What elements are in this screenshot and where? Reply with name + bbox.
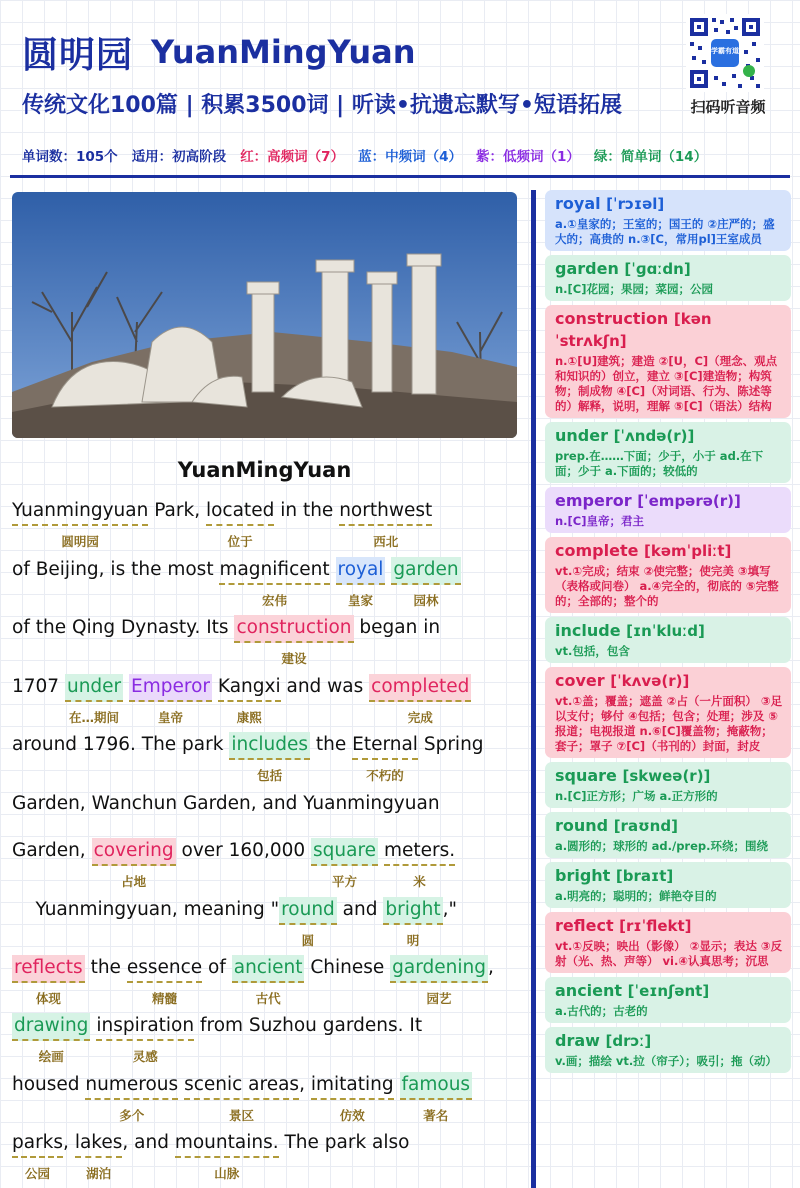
card-definition: a.明亮的；聪明的；鲜艳夺目的 bbox=[555, 889, 717, 903]
vocab-word[interactable] bbox=[184, 1072, 300, 1123]
article-line bbox=[12, 1072, 532, 1123]
word-gloss: 景区 bbox=[229, 1108, 255, 1123]
vocab-card-square[interactable] bbox=[545, 762, 791, 808]
card-word: garden bbox=[555, 259, 619, 278]
plain-text: from Suzhou gardens. It bbox=[194, 1015, 423, 1036]
card-headword bbox=[555, 540, 783, 562]
word-gloss: 包括 bbox=[257, 768, 283, 783]
word-text: Yuanmingyuan bbox=[12, 500, 149, 521]
vocab-word[interactable] bbox=[74, 1130, 123, 1181]
card-definition: n.[C]正方形；广场 a.正方形的 bbox=[555, 789, 718, 803]
card-definition: v.画；描绘 vt.拉（帘子）；吸引；拖（动） bbox=[555, 1054, 778, 1068]
plain-text: of the Qing Dynasty. Its bbox=[12, 617, 235, 638]
plain-text: housed bbox=[12, 1074, 86, 1095]
word-text: mountains. bbox=[174, 1132, 279, 1153]
word-text: essence bbox=[126, 957, 203, 978]
vocab-word[interactable] bbox=[219, 557, 330, 608]
plain-text: , and bbox=[122, 1132, 175, 1153]
word-gloss: 平方 bbox=[332, 874, 358, 889]
word-text: drawing bbox=[14, 1015, 89, 1036]
card-word: construction bbox=[555, 309, 669, 328]
vocab-card-ancient[interactable] bbox=[545, 977, 791, 1023]
vocab-word[interactable] bbox=[391, 557, 460, 608]
word-gloss: 绘画 bbox=[38, 1049, 64, 1064]
word-gloss: 不朽的 bbox=[366, 768, 404, 783]
legend-red: 红：高频词（7） bbox=[240, 149, 345, 165]
word-text: gardening bbox=[392, 957, 486, 978]
word-text: lakes bbox=[74, 1132, 123, 1153]
card-definition: a.圆形的；球形的 ad./prep.环绕；围绕 bbox=[555, 839, 768, 853]
word-gloss: 体现 bbox=[35, 991, 61, 1006]
word-gloss: 多个 bbox=[119, 1108, 145, 1123]
qr-caption: 扫码听音频 bbox=[690, 98, 766, 116]
plain-text: The park also bbox=[278, 1132, 410, 1153]
plain-text: , bbox=[487, 957, 494, 978]
vocab-word[interactable] bbox=[336, 557, 386, 608]
word-gloss: 灵感 bbox=[132, 1049, 158, 1064]
card-headword bbox=[555, 193, 783, 215]
vocab-card-round[interactable] bbox=[545, 812, 791, 858]
article-line bbox=[12, 838, 532, 889]
vocab-word[interactable] bbox=[126, 955, 203, 1006]
card-definition: prep.在……下面；少于，小于 ad.在下面；少于 a.下面的；较低的 bbox=[555, 449, 764, 478]
vocab-word[interactable] bbox=[65, 674, 123, 725]
word-gloss: 位于 bbox=[227, 534, 253, 549]
vocab-word[interactable] bbox=[279, 897, 337, 948]
plain-text: Spring bbox=[417, 734, 484, 755]
vocab-card-royal[interactable] bbox=[545, 190, 791, 251]
word-text: located bbox=[205, 500, 275, 521]
card-phonetic: [ˈempərə(r)] bbox=[637, 492, 741, 510]
plain-text: and was bbox=[280, 676, 370, 697]
card-headword bbox=[555, 765, 783, 787]
vocab-word[interactable] bbox=[232, 955, 305, 1006]
card-phonetic: [ˈkʌvə(r)] bbox=[610, 672, 690, 690]
word-text: square bbox=[313, 840, 377, 861]
word-gloss: 皇帝 bbox=[158, 710, 184, 725]
word-text: northwest bbox=[339, 500, 433, 521]
page-title bbox=[22, 28, 416, 76]
article-line bbox=[12, 498, 532, 549]
word-text: inspiration bbox=[96, 1015, 195, 1036]
vocab-card-list bbox=[545, 190, 791, 1077]
title-english: YuanMingYuan bbox=[151, 33, 416, 71]
card-word: cover bbox=[555, 671, 605, 690]
plain-text: ," bbox=[442, 899, 457, 920]
plain-text: Garden, bbox=[12, 840, 92, 861]
card-phonetic: [skweə(r)] bbox=[622, 767, 711, 785]
card-word: ancient bbox=[555, 981, 623, 1000]
plain-text: Yuanmingyuan, meaning " bbox=[12, 899, 280, 920]
card-headword bbox=[555, 620, 783, 642]
vocab-word[interactable] bbox=[369, 674, 471, 725]
word-text: parks bbox=[12, 1132, 64, 1153]
card-phonetic: [raʊnd] bbox=[613, 817, 678, 835]
vocab-card-garden[interactable] bbox=[545, 255, 791, 301]
plain-text: 1707 bbox=[12, 676, 65, 697]
card-phonetic: [rɪˈflekt] bbox=[619, 917, 692, 935]
vocab-word[interactable] bbox=[85, 1072, 179, 1123]
card-definition: n.[C]皇帝；君主 bbox=[555, 514, 645, 528]
card-definition: vt.①盖；覆盖；遮盖 ②占（一片面积） ③足以支付；够付 ④包括；包含；处理；涉及 ⑤报道；电视报道 n.⑥[C]覆盖物；掩蔽物；套子；罩子 ⑦[C]（书刊的）封面，封皮 bbox=[555, 694, 783, 753]
word-gloss: 公园 bbox=[25, 1166, 51, 1181]
vocab-word[interactable] bbox=[383, 838, 456, 889]
card-phonetic: [ˈɡɑːdn] bbox=[624, 260, 691, 278]
card-definition: n.①[U]建筑；建造 ②[U，C]（理念、观点和知识的）创立，建立 ③[C]建造物；构筑物；制成物 ④[C]（对词语、行为、陈述等的）解释，说明，理解 ⑤[C]（语法）结构 bbox=[555, 354, 778, 413]
word-gloss: 康熙 bbox=[236, 710, 262, 725]
vocab-word[interactable] bbox=[92, 838, 176, 889]
card-phonetic: [braɪt] bbox=[615, 867, 674, 885]
word-gloss: 古代 bbox=[255, 991, 281, 1006]
article-title: YuanMingYuan bbox=[177, 458, 352, 482]
card-phonetic: [kənˈstrʌkʃn] bbox=[555, 310, 712, 350]
vocab-card-complete[interactable] bbox=[545, 537, 791, 613]
card-word: bright bbox=[555, 866, 611, 885]
card-headword bbox=[555, 670, 783, 692]
vocab-word[interactable] bbox=[96, 1013, 195, 1064]
card-word: emperor bbox=[555, 491, 632, 510]
word-gloss: 圆 bbox=[301, 933, 315, 948]
legend-green: 绿：简单词（14） bbox=[593, 149, 708, 165]
word-text: bright bbox=[385, 899, 441, 920]
word-gloss: 湖泊 bbox=[86, 1166, 112, 1181]
vocab-card-cover[interactable] bbox=[545, 667, 791, 758]
card-phonetic: [ˈʌndə(r)] bbox=[613, 427, 695, 445]
word-text: construction bbox=[236, 617, 352, 638]
card-phonetic: [drɔː] bbox=[605, 1032, 652, 1050]
article-line bbox=[12, 1013, 532, 1064]
vocab-card-emperor[interactable] bbox=[545, 487, 791, 533]
article-line bbox=[12, 557, 532, 608]
vocab-word[interactable] bbox=[339, 498, 433, 549]
card-definition: a.古代的；古老的 bbox=[555, 1004, 648, 1018]
word-gloss: 西北 bbox=[373, 534, 399, 549]
article-line bbox=[12, 897, 532, 948]
vocab-word[interactable] bbox=[311, 838, 378, 889]
vocab-word[interactable] bbox=[12, 955, 85, 1006]
word-gloss: 圆明园 bbox=[61, 534, 99, 549]
vocab-word[interactable] bbox=[174, 1130, 279, 1181]
vocab-word[interactable] bbox=[217, 674, 281, 725]
legend-blue: 蓝：中频词（4） bbox=[358, 149, 462, 165]
card-definition: n.[C]花园；果园；菜园；公园 bbox=[555, 282, 714, 296]
title-chinese: 圆明园 bbox=[22, 34, 134, 76]
vocab-word[interactable] bbox=[352, 732, 418, 783]
card-phonetic: [ˈrɔɪəl] bbox=[606, 195, 665, 213]
card-word: under bbox=[555, 426, 608, 445]
word-gloss: 占地 bbox=[121, 874, 147, 889]
card-word: reflect bbox=[555, 916, 614, 935]
word-text: meters. bbox=[383, 840, 456, 861]
word-text: magnificent bbox=[219, 559, 330, 580]
word-text: scenic areas bbox=[184, 1074, 300, 1095]
article-line bbox=[12, 674, 532, 725]
word-gloss: 精髓 bbox=[151, 991, 177, 1006]
word-text: completed bbox=[371, 676, 470, 697]
card-headword bbox=[555, 865, 783, 887]
word-gloss: 皇家 bbox=[347, 593, 373, 608]
page-subtitle: 传统文化100篇 | 积累3500词 | 听读•抗遗忘默写•短语拓展 bbox=[22, 93, 622, 118]
plain-text: the bbox=[310, 734, 353, 755]
plain-text: , bbox=[63, 1132, 75, 1153]
vocab-word[interactable] bbox=[12, 1130, 64, 1181]
plain-text: and bbox=[336, 899, 384, 920]
word-text: famous bbox=[401, 1074, 471, 1095]
word-text: round bbox=[281, 899, 335, 920]
card-definition: vt.①完成；结束 ②使完整；使完美 ③填写（表格或问卷） a.④完全的，彻底的 ⑤完整的；全部的；整个的 bbox=[555, 564, 779, 608]
word-gloss: 建设 bbox=[281, 651, 307, 666]
card-headword bbox=[555, 258, 783, 280]
word-gloss: 宏伟 bbox=[262, 593, 288, 608]
word-gloss: 在…期间 bbox=[69, 710, 120, 725]
word-gloss: 著名 bbox=[423, 1108, 449, 1123]
word-text: imitating bbox=[310, 1074, 394, 1095]
legend-purple: 紫：低频词（1） bbox=[476, 149, 580, 165]
article-line bbox=[12, 615, 532, 666]
vocab-word[interactable] bbox=[12, 1013, 90, 1064]
vocab-card-reflect[interactable] bbox=[545, 912, 791, 973]
plain-text: Chinese bbox=[304, 957, 391, 978]
vocab-card-draw[interactable] bbox=[545, 1027, 791, 1073]
vocab-card-construction[interactable] bbox=[545, 305, 791, 418]
word-gloss: 山脉 bbox=[214, 1166, 240, 1181]
word-text: Kangxi bbox=[217, 676, 281, 697]
card-phonetic: [ɪnˈkluːd] bbox=[626, 622, 705, 640]
vocab-word[interactable] bbox=[229, 732, 310, 783]
word-text: reflects bbox=[14, 957, 83, 978]
header-divider bbox=[10, 175, 790, 178]
plain-text: of bbox=[202, 957, 232, 978]
word-text: ancient bbox=[233, 957, 303, 978]
word-gloss: 完成 bbox=[407, 710, 433, 725]
plain-text: began in bbox=[353, 617, 441, 638]
word-text: includes bbox=[231, 734, 309, 755]
vocab-word[interactable] bbox=[400, 1072, 473, 1123]
card-headword bbox=[555, 490, 783, 512]
plain-text: over 160,000 bbox=[175, 840, 312, 861]
article-line bbox=[12, 1130, 532, 1181]
vocab-card-under[interactable] bbox=[545, 422, 791, 483]
plain-text: of Beijing, is the most bbox=[12, 559, 220, 580]
word-text: garden bbox=[393, 559, 459, 580]
card-word: include bbox=[555, 621, 621, 640]
word-text: numerous bbox=[85, 1074, 179, 1095]
card-headword bbox=[555, 915, 783, 937]
plain-text: Park, bbox=[148, 500, 206, 521]
article-line bbox=[12, 791, 532, 817]
vocab-word[interactable] bbox=[383, 897, 442, 948]
plain-text: , bbox=[299, 1074, 311, 1095]
vocab-word[interactable] bbox=[390, 955, 488, 1006]
word-text: Eternal bbox=[352, 734, 418, 755]
vocab-word[interactable] bbox=[205, 498, 275, 549]
word-text: under bbox=[66, 676, 122, 697]
plain-text: Garden, Wanchun Garden, and Yuanmingyuan bbox=[12, 793, 440, 814]
card-word: draw bbox=[555, 1031, 600, 1050]
card-headword bbox=[555, 1030, 783, 1052]
vocab-word[interactable] bbox=[12, 498, 149, 549]
ruins-photo bbox=[12, 192, 517, 438]
card-definition: a.①皇家的；王室的；国王的 ②庄严的；盛大的；高贵的 n.③[C，常用pl]王室成员 bbox=[555, 217, 775, 246]
card-definition: vt.①反映；映出（影像） ②显示；表达 ③反射（光、热、声等） vi.④认真思考；沉思 bbox=[555, 939, 783, 968]
vocab-word[interactable] bbox=[234, 615, 353, 666]
word-gloss: 仿效 bbox=[339, 1108, 365, 1123]
card-headword bbox=[555, 815, 783, 837]
plain-text: around 1796. The park bbox=[12, 734, 230, 755]
word-gloss: 明 bbox=[406, 933, 420, 948]
qr-logo bbox=[711, 42, 739, 70]
word-gloss: 园林 bbox=[413, 593, 439, 608]
word-text: Emperor bbox=[131, 676, 211, 697]
card-definition: vt.包括，包含 bbox=[555, 644, 630, 658]
vocab-card-include[interactable] bbox=[545, 617, 791, 663]
vocab-word[interactable] bbox=[310, 1072, 394, 1123]
card-word: round bbox=[555, 816, 609, 835]
word-text: royal bbox=[337, 559, 384, 580]
card-headword bbox=[555, 425, 783, 447]
vocab-card-bright[interactable] bbox=[545, 862, 791, 908]
level-label: 适用：初高阶段 bbox=[131, 149, 227, 165]
plain-text: the bbox=[84, 957, 127, 978]
word-gloss: 米 bbox=[413, 874, 426, 889]
card-headword bbox=[555, 308, 783, 352]
card-word: square bbox=[555, 766, 617, 785]
article-line bbox=[12, 732, 532, 783]
card-headword bbox=[555, 980, 783, 1002]
vocab-word[interactable] bbox=[129, 674, 212, 725]
card-word: complete bbox=[555, 541, 639, 560]
word-stats-bar bbox=[22, 145, 792, 165]
card-phonetic: [kəmˈpliːt] bbox=[644, 542, 732, 560]
qr-logo-text: 学霸有道 bbox=[711, 47, 739, 55]
word-text: covering bbox=[93, 840, 174, 861]
card-phonetic: [ˈeɪnʃənt] bbox=[627, 982, 710, 1000]
word-count: 单词数：105个 bbox=[22, 149, 118, 165]
plain-text: in the bbox=[274, 500, 340, 521]
article-line bbox=[12, 955, 532, 1006]
card-word: royal bbox=[555, 194, 601, 213]
word-gloss: 园艺 bbox=[426, 991, 452, 1006]
